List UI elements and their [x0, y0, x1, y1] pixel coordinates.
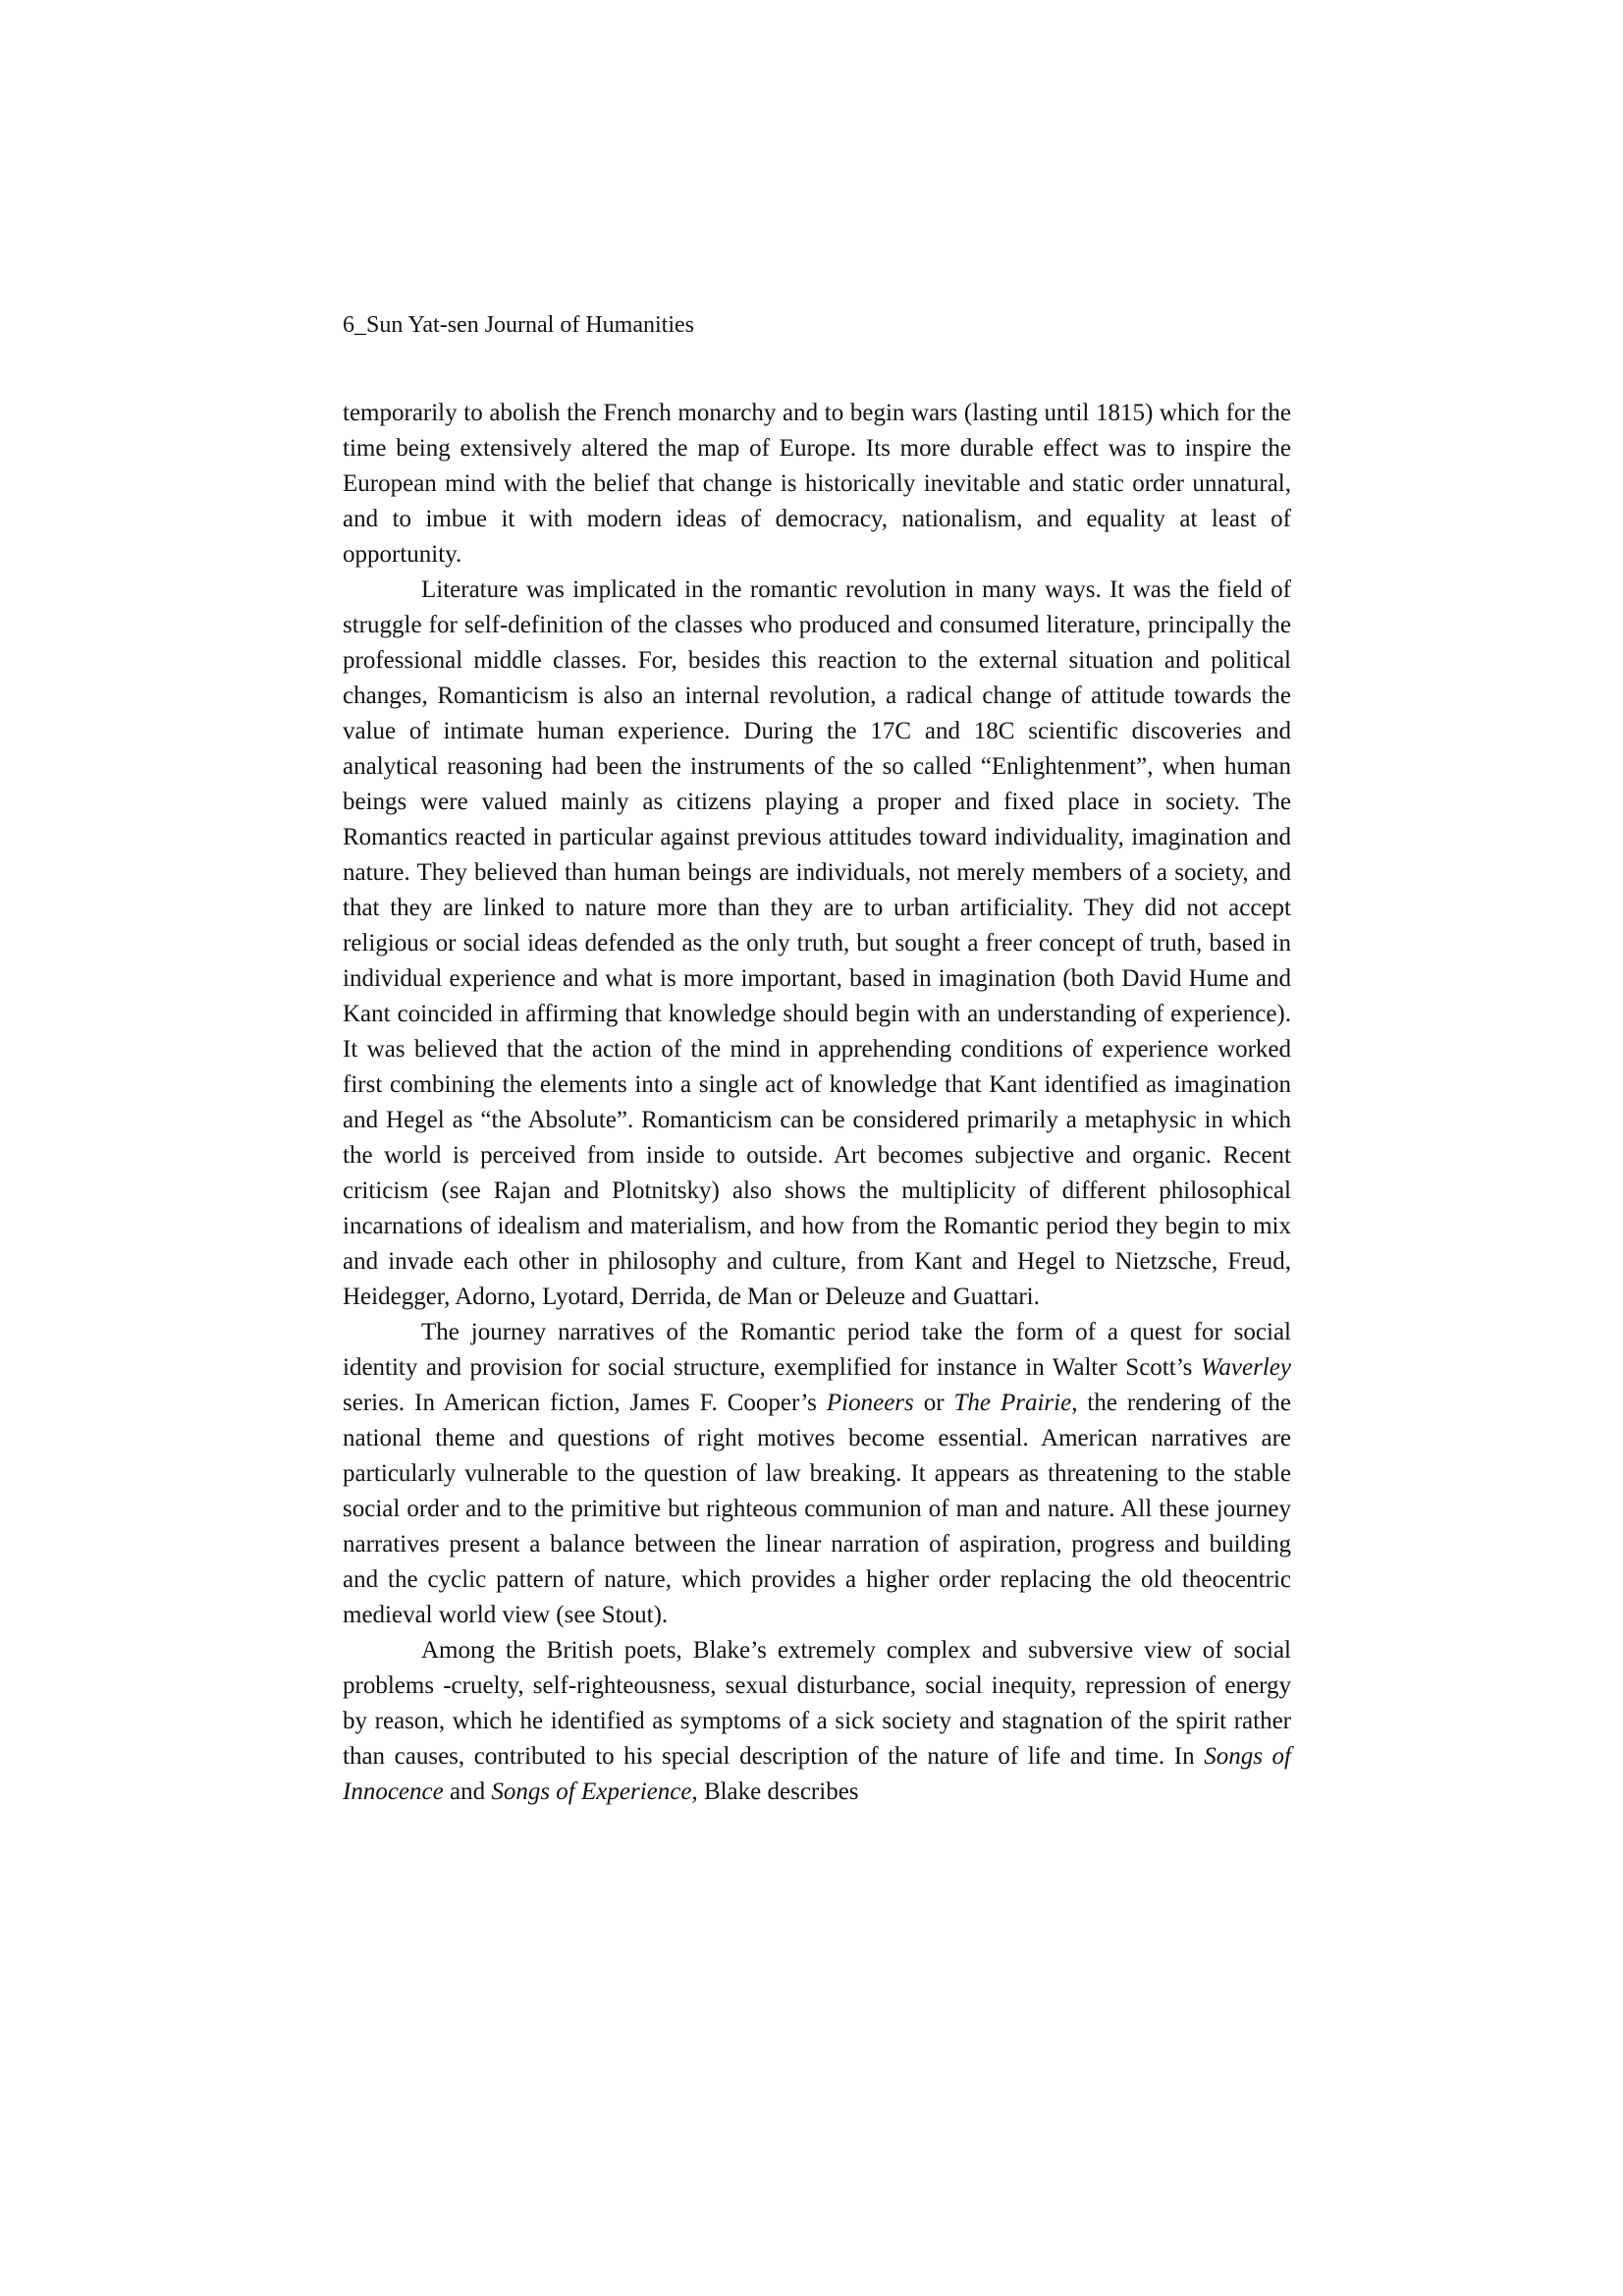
- text-segment: series. In American fiction, James F. Cooper’s: [343, 1390, 827, 1416]
- paragraph: [343, 573, 1291, 1315]
- italic-title: Pioneers: [826, 1390, 914, 1416]
- italic-title: Songs of Innocence: [343, 1743, 1291, 1805]
- paragraph: [343, 1315, 1291, 1633]
- text-segment: and: [443, 1778, 492, 1805]
- italic-title: Songs of Experience,: [491, 1778, 698, 1805]
- text-segment: temporarily to abolish the French monarchy and to begin wars (lasting until 1815) which for the time being extensively altered the map of Europe. Its more durable effect was to inspire the European mind with the belief that change is historically inevitable and static order unnatural, and to imbue it with modern ideas of democracy, nationalism, and equality at least of opportunity.: [343, 400, 1291, 568]
- paragraph: [343, 396, 1291, 573]
- italic-title: Waverley: [1200, 1354, 1291, 1381]
- text-segment: The journey narratives of the Romantic period take the form of a quest for social identity and provision for social structure, exemplified for instance in Walter Scott’s: [343, 1319, 1291, 1381]
- text-segment: , the rendering of the national theme and questions of right motives become essential. American narratives are particularly vulnerable to the question of law breaking. It appears as threatening to the stable social order and to the primitive but righteous communion of man and nature. All these journey narratives present a balance between the linear narration of aspiration, progress and building and the cyclic pattern of nature, which provides a higher order replacing the old theocentric medieval world view (see Stout).: [343, 1390, 1292, 1628]
- text-segment: Literature was implicated in the romantic revolution in many ways. It was the field of struggle for self-definition of the classes who produced and consumed literature, principally the professional middle classes. For, besides this reaction to the external situation and political changes, Romanticism is also an internal revolution, a radical change of attitude towards the value of intimate human experience. During the 17C and 18C scientific discoveries and analytical reasoning had been the instruments of the so called “Enlightenment”, when human beings were valued mainly as citizens playing a proper and fixed place in society. The Romantics reacted in particular against previous attitudes toward individuality, imagination and nature. They believed than human beings are individuals, not merely members of a society, and that they are linked to nature more than they are to urban artificiality. They did not accept religious or social ideas defended as the only truth, but sought a freer concept of truth, based in individual experience and what is more important, based in imagination (both David Hume and Kant coincided in affirming that knowledge should begin with an understanding of experience). It was believed that the action of the mind in apprehending conditions of experience worked first combining the elements into a single act of knowledge that Kant identified as imagination and Hegel as “the Absolute”. Romanticism can be considered primarily a metaphysic in which the world is perceived from inside to outside. Art becomes subjective and organic. Recent criticism (see Rajan and Plotnitsky) also shows the multiplicity of different philosophical incarnations of idealism and materialism, and how from the Romantic period they begin to mix and invade each other in philosophy and culture, from Kant and Hegel to Nietzsche, Freud, Heidegger, Adorno, Lyotard, Derrida, de Man or Deleuze and Guattari.: [343, 576, 1291, 1310]
- running-head: 6_Sun Yat-sen Journal of Humanities: [343, 312, 694, 338]
- italic-title: The Prairie: [953, 1390, 1072, 1416]
- text-segment: Blake describes: [697, 1778, 859, 1805]
- text-segment: Among the British poets, Blake’s extremely complex and subversive view of social problems -cruelty, self-righteousness, sexual disturbance, social inequity, repression of energy by reason, which he identified as symptoms of a sick society and stagnation of the spirit rather than causes, contributed to his special description of the nature of life and time. In: [343, 1637, 1291, 1770]
- article-body: [343, 396, 1291, 1810]
- paragraph: [343, 1633, 1291, 1810]
- text-segment: or: [913, 1390, 954, 1416]
